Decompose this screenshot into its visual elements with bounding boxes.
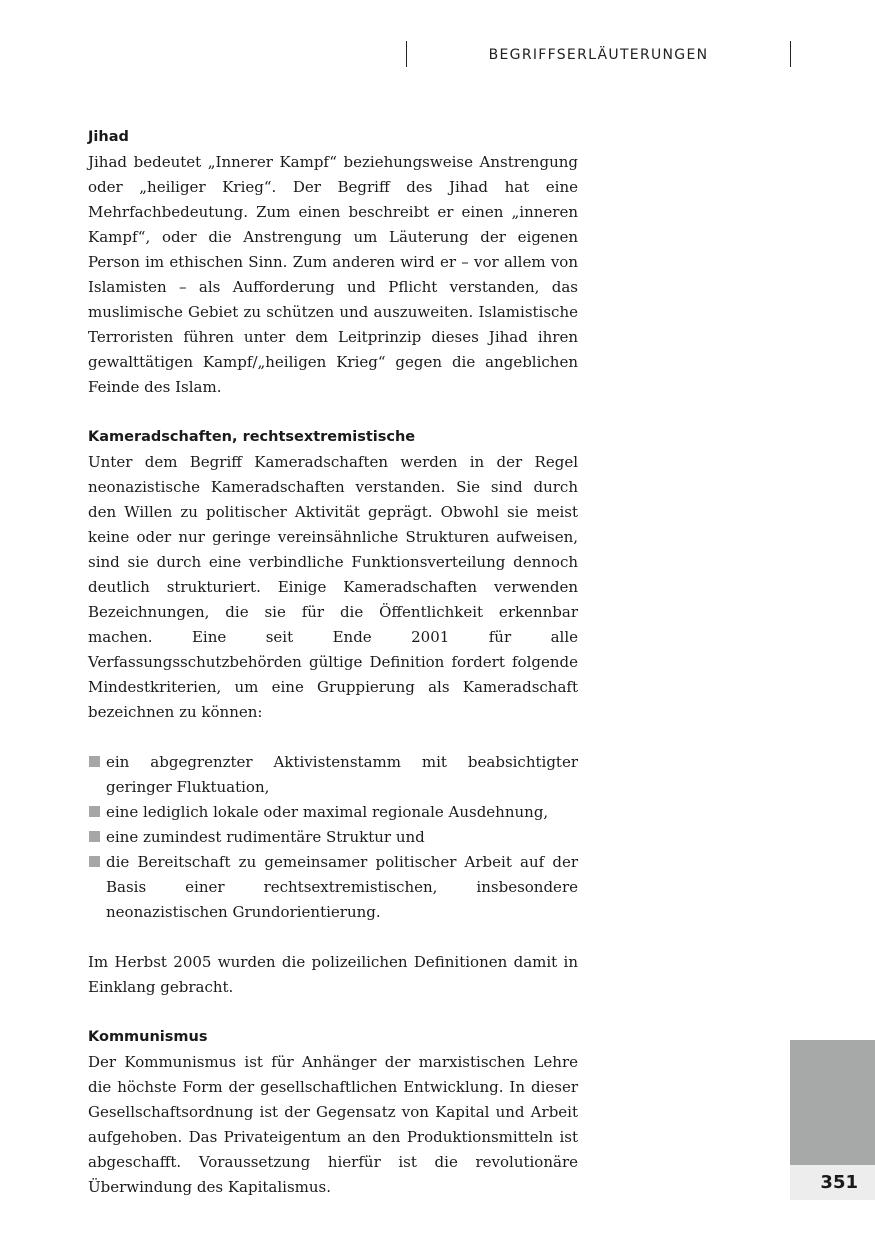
list-item [88, 800, 578, 825]
header-rule-right [790, 41, 791, 67]
list-item [88, 825, 578, 850]
square-bullet-icon [89, 831, 100, 842]
paragraph-spacer [88, 725, 578, 750]
list-item-text: die Bereitschaft zu gemeinsamer politischer Arbeit auf der Basis einer rechtsextremistischen, insbesondere neonazistischen Grundorientierung. [106, 853, 578, 921]
entry-jihad [88, 125, 578, 400]
page-number: 351 [820, 1172, 858, 1193]
page-body [88, 125, 578, 1200]
entry-closing-paragraph: Im Herbst 2005 wurden die polizeilichen Definitionen damit in Einklang gebracht. [88, 953, 578, 996]
entry-title: Kommunismus [88, 1029, 208, 1045]
square-bullet-icon [89, 756, 100, 767]
entry-title: Kameradschaften, rechtsextremistische [88, 429, 416, 445]
entry-kommunismus [88, 1025, 578, 1200]
section-spacer [88, 1000, 578, 1025]
thumb-index-tab [790, 1040, 875, 1165]
running-head: BEGRIFFSERLÄUTERUNGEN [488, 47, 709, 63]
entry-title: Jihad [88, 129, 129, 145]
criteria-list [88, 750, 578, 925]
list-item [88, 850, 578, 925]
list-item-text: eine zumindest rudimentäre Struktur und [106, 828, 425, 846]
section-spacer [88, 400, 578, 425]
square-bullet-icon [89, 806, 100, 817]
list-item-text: ein abgegrenzter Aktivistenstamm mit beabsichtigter geringer Fluktuation, [106, 753, 578, 796]
entry-kameradschaften [88, 425, 578, 1000]
square-bullet-icon [89, 856, 100, 867]
entry-paragraph: Jihad bedeutet „Innerer Kampf“ beziehungsweise Anstrengung oder „heiliger Krieg“. Der Begriff des Jihad hat eine Mehrfachbedeutung. Zum einen beschreibt er einen „inneren Kampf“, oder die Anstrengung um Läuterung der eigenen Person im ethischen Sinn. Zum anderen wird er – vor allem von Islamisten – als Aufforderung und Pflicht verstanden, das muslimische Gebiet zu schützen und auszuweiten. Islamistische Terroristen führen unter dem Leitprinzip dieses Jihad ihren gewalttätigen Kampf/„heiligen Krieg“ gegen die angeblichen Feinde des Islam. [88, 153, 578, 396]
list-item-text: eine lediglich lokale oder maximal regionale Ausdehnung, [106, 803, 549, 821]
entry-paragraph: Der Kommunismus ist für Anhänger der marxistischen Lehre die höchste Form der gesellschaftlichen Entwicklung. In dieser Gesellschaftsordnung ist der Gegensatz von Kapital und Arbeit aufgehoben. Das Privateigentum an den Produktionsmitteln ist abgeschafft. Voraussetzung hierfür ist die revolutionäre Überwindung des Kapitalismus. [88, 1053, 578, 1196]
list-item [88, 750, 578, 800]
paragraph-spacer [88, 925, 578, 950]
entry-paragraph: Unter dem Begriff Kameradschaften werden in der Regel neonazistische Kameradschaften verstanden. Sie sind durch den Willen zu politischer Aktivität geprägt. Obwohl sie meist keine oder nur geringe vereinsähnliche Strukturen aufweisen, sind sie durch eine verbindliche Funktionsverteilung dennoch deutlich strukturiert. Einige Kameradschaften verwenden Bezeichnungen, die sie für die Öffentlichkeit erkennbar machen. Eine seit Ende 2001 für alle Verfassungsschutzbehörden gültige Definition fordert folgende Mindestkriterien, um eine Gruppierung als Kameradschaft bezeichnen zu können: [88, 453, 578, 721]
